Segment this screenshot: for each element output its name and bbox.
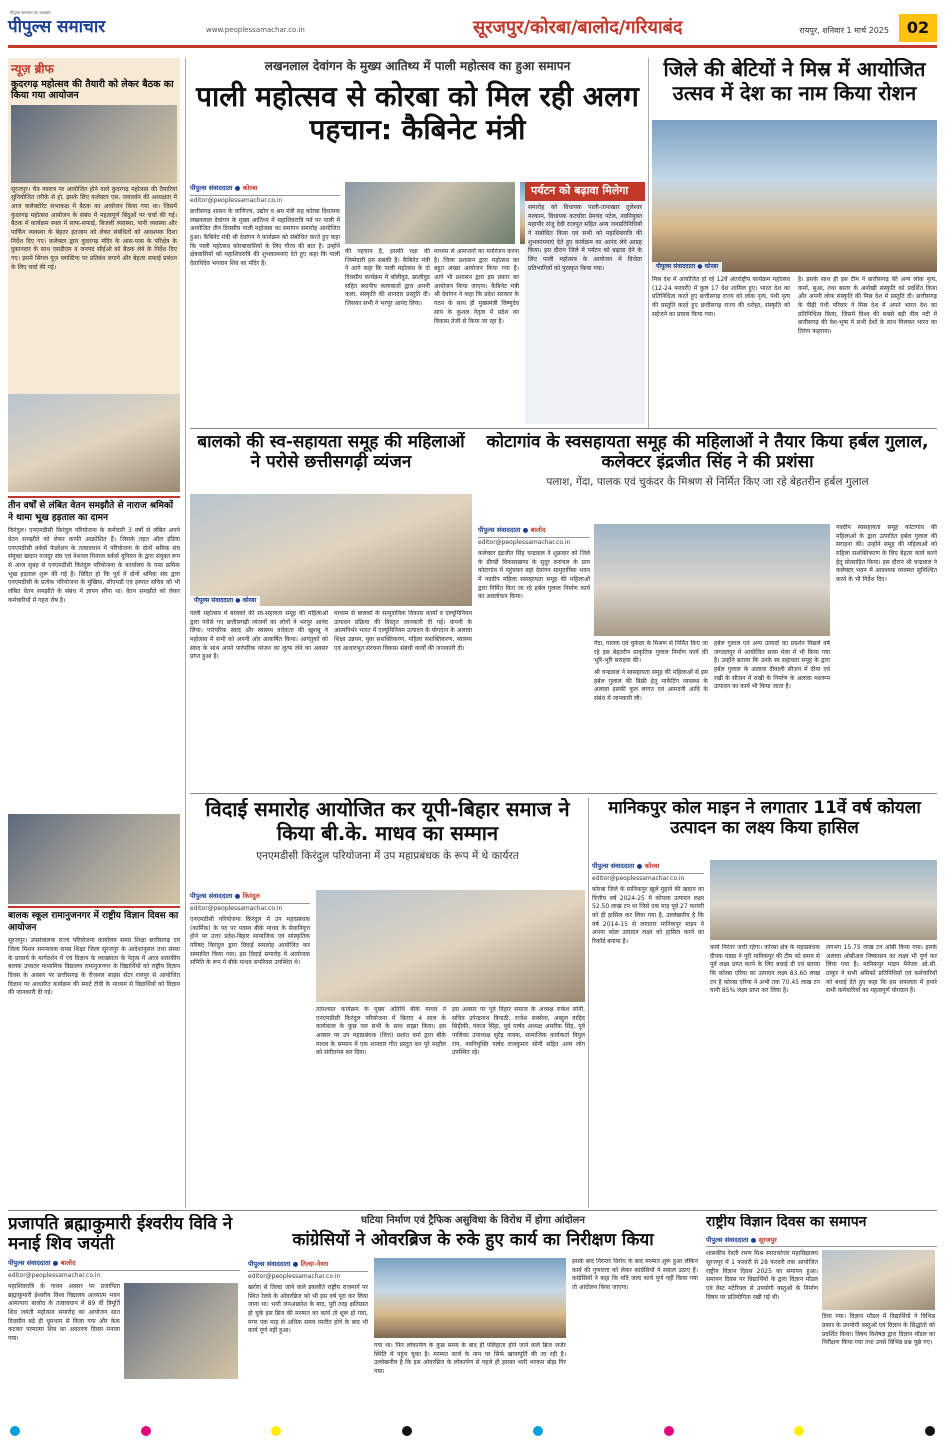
gulal-header [478, 432, 937, 522]
egypt-header [652, 58, 937, 118]
gulal-deck: पलाश, गेंदा, पालक एवं चुकंदर के मिश्रण से निर्मित किए जा रहे बेहतरीन हर्बल गुलाल [546, 476, 869, 489]
tourism-box [525, 182, 645, 424]
food-text-2: माध्यम से बालको के सामुदायिक विकास कार्यों व एल्यूमिनियम उत्पादन प्रक्रिया की विस्तृत जानकारी दी गई। कंपनी के आत्मनिर्भर भारत में एल्यूमिनियम उत्पादन के योगदान के अलावा शिक्षा उन्नयन, युवा सशक्तिकरण, महिला सशक्तिकरण, स्वास्थ्य एवं आधारभूत संरचना विकास संबंधी कार्यों की जानकारी दी। [334, 610, 472, 652]
overbridge-col-2 [374, 1342, 566, 1416]
gulal-byline: पीपुल्स संवाददाता ● बालोद [478, 524, 590, 538]
coal-text-2: कार्य निरंतर जारी रहेगा। कोरबा क्षेत्र के महाप्रबंधक दीपक पंड्या ने पूरी मानिकपुर की टीम को समय से पूर्व लक्ष्य प्राप्त करने के लिए बधाई दी एवं बताया कि कोरबा एरिया का उत्पादन लक्ष्य 83.60 लाख टन है कोरबा एरिया ने अभी तक 70.45 लाख टन यानी 85% लक्ष्य प्राप्त कर लिया है। [710, 944, 820, 995]
science-day-text-2: दिया गया। विज्ञान मॉडल में विद्यार्थियों ने विभिन्न प्रकार के उपयोगी वस्तुओं एवं विज्ञान के सिद्धांतों को प्रदर्शित किया। विषय विशेषज्ञ द्वारा विज्ञान मॉडल का निरीक्षण किया गया तथा उनसे विभिन्न प्रश्न पूछे गए। [822, 1313, 935, 1347]
egypt-photo [652, 120, 937, 272]
science-day-story [706, 1214, 937, 1416]
science-school-headline[interactable]: बालक स्कूल रामानुजनगर में राष्ट्रीय विज्ञान दिवस का आयोजन [8, 906, 180, 934]
gulal-col-3 [714, 640, 830, 788]
brahmakumari-story [8, 1214, 240, 1414]
farewell-text-2: तत्पश्चात कार्यक्रम के मुख्य अतिथि बीके माधव ने एनएमडीसी किरंदुल परियोजना में बिताए 4 साल के कार्यकाल के कुछ पल सभी के साथ साझा किया। इस अवसर पर उप महाप्रबंधक (वित्त) प्रशांत वर्मा द्वारा बीके माधव के सम्मान में एक शानदार गीत प्रस्तुत कर पूरे माहौल को संगीतमय कर दिया। [316, 1006, 446, 1057]
coal-headline[interactable]: मानिकपुर कोल माइन ने लगातार 11वें वर्ष कोयला उत्पादन का लक्ष्य किया हासिल [608, 798, 921, 839]
lead-email[interactable]: editor@peoplessamachar.co.in [190, 196, 283, 204]
overbridge-photo [374, 1258, 566, 1338]
cyan-swatch [10, 1426, 20, 1436]
farewell-headline[interactable]: विदाई समारोह आयोजित कर यूपी-बिहार समाज ने किया बी.के. माधव का सम्मान [205, 798, 570, 845]
coal-place: कोरबा [644, 862, 660, 870]
farewell-header [190, 798, 585, 888]
egypt-text-2: है। इसके साथ ही इस टीम ने छत्तीसगढ़ की अन्य लोक नृत्य, कर्मा, सुआ, तथा बस्तर के अनोखी संस्कृति को प्रदर्शित किया और अपनी लोक संस्कृति की मिस्र देश में प्रस्तुति दी। छत्तीसगढ़ के पीढ़ी पंथी परिवार ने मिस्र देश में अपने भारत देश का प्रतिनिधित्व किया, जिसमें विश्व की सबसे बड़ी नील नदी में छत्तीसगढ़ की वेश-भूषा में सभी देशों के साथ मिलकर भारत का तिरंगा फहराया। [798, 276, 937, 336]
gulal-photo [594, 524, 830, 636]
lead-text-3: माध्यम से आमजनों का मनोरंजन करना है। जिला प्रशासन द्वारा महोत्सव का बहुत अच्छा आयोजन किया गया है। आगे भी प्रशासन द्वारा इस प्रकार का आयोजन किया जाएगा। कैबिनेट मंत्री श्री देवांगन ने कहा कि प्रदेश सरकार के गठन के साथ ही मुख्यमंत्री विष्णुदेव साय के कुशल नेतृत्व में प्रदेश का विकास तेजी से किया जा रहा है। [434, 248, 519, 325]
overbridge-email[interactable]: editor@peoplessamachar.co.in [248, 1272, 341, 1280]
lead-byline: पीपुल्स संवाददाता ● कोरबा [190, 182, 340, 196]
brahmakumari-email[interactable]: editor@peoplessamachar.co.in [8, 1271, 101, 1279]
farewell-deck: एनएमडीसी किरंदुल परियोजना में उप महाप्रबंधक के रूप में थे कार्यरत [256, 850, 519, 863]
masthead [8, 10, 937, 48]
lead-photo-1 [345, 182, 515, 244]
overbridge-text-1: खरोरा से तिल्दा जाने वाले इकलौते राष्ट्रीय राजमार्ग पर स्थित रेलवे के ओवरब्रिज को भी इस वर्ष पूरा कर लिया जाना था। भारी जनआक्रोश के बाद, पूरी तरह क्षतिग्रस्त हो चुके इस ब्रिज की मरम्मत का कार्य तो शुरू हो गया, मगर एक माह से अधिक समय व्यतीत होने के बाद भी कार्य पूर्ण नहीं हुआ। [248, 1283, 368, 1335]
coal-byline: पीपुल्स संवाददाता ● कोरबा [592, 860, 704, 874]
gulal-col-2 [594, 640, 708, 788]
egypt-photo-credit: पीपुल्स संवाददाता ● कोरबा [652, 262, 722, 272]
lead-place: कोरबा [242, 184, 258, 192]
overbridge-text-3: इसके बाद निरन्तर विरोध के बाद मरम्मत शुरू हुआ लेकिन कार्य की गुणवत्ता को लेकर कांग्रेसियों ने सवाल उठाए हैं। कांग्रेसियों ने कहा कि यदि जल्द कार्य पूर्ण नहीं किया गया तो आंदोलन किया जाएगा। [572, 1258, 698, 1292]
lead-kicker: लखनलाल देवांगन के मुख्य आतिथ्य में पाली महोत्सव का हुआ समापन [264, 59, 571, 73]
food-byline: पीपुल्स संवाददाता [194, 596, 234, 604]
farewell-text-3: इस अवसर पर पूर्व विहार समाज के अध्यक्ष राकेश सोनी, सचिव उपेन्द्रनाथ त्रिपाठी, राजेश सक्सेना, अब्दुल वाहिद सिद्दीकी, पंकज सिंहा, पूर्व पार्षद अध्यक्ष अमरीक सिंह, पूर्व पालिका उपाध्यक्ष सुरेंद्र नायक, सामाजिक कार्यकर्ता विपुल राय, नवनियुक्ति पार्षद राजकुमार सोनी सहित अन्य लोग उपस्थित रहे। [452, 1006, 585, 1057]
gulal-col-4 [836, 524, 937, 788]
farewell-text-1: एनएमडीसी परियोजना किरंदुल में उप महाप्रबंधक (कार्मिक) के पद पर पदस्थ बीके माधव के सेवानिवृत्त होने पर उत्तर प्रदेश-बिहार सामाजिक एवं सांस्कृतिक परिषद किरंदुल द्वारा विदाई समारोह आयोजित कर सम्मानित किया गया। इस विदाई समारोह में आयोजक समिति के रूप में बीके माधव सपरिवार उपस्थित थे। [190, 915, 310, 967]
farewell-col-3 [452, 1006, 585, 1208]
farewell-byline: पीपुल्स संवाददाता ● किरंदुल [190, 890, 310, 904]
brahmakumari-byline: पीपुल्स संवाददाता ● बालोद [8, 1257, 240, 1271]
column-rule-left [185, 58, 186, 1208]
strike-story [8, 496, 180, 808]
science-school-body: सूरजपुर। उपसंचालक राज्य परियोजना कार्यालय समग्र शिक्षा छत्तीसगढ़ एवं जिला मिशन समन्वयक समग्र शिक्षा जिला सूरजपुर के आदेशानुसार तथा संस्था के प्राचार्य के मार्गदर्शन में एवं विज्ञान के व्याख्याता के नेतृत्व में आज शासकीय बालक उच्चतर माध्यमिक विद्यालय रामानुजनगर के विद्यार्थियों को राष्ट्रीय विज्ञान दिवस के अवसर पर छत्तीसगढ़ के रीजनल साइंस सेंटर रायपुर से आयोजित विज्ञान पर आधारित कार्यक्रम की स्मार्ट टीवी के माध्यम से विद्यार्थियों को विज्ञान की जानकारी दी गई। [8, 937, 180, 997]
dateline: रायपुर, शनिवार 1 मार्च 2025 [799, 26, 889, 35]
farewell-col-1 [190, 890, 310, 1208]
strike-photo [8, 394, 180, 492]
brahmakumari-photo [124, 1283, 238, 1379]
tourism-box-title: पर्यटन को बढ़ावा मिलेगा [525, 182, 645, 201]
brahmakumari-body: महाशिवरात्रि के पावन अवसर पर प्रजापिता ब्रह्माकुमारी ईश्वरीय विश्व विद्यालय आध्यात्म भवन आमापारा बालोद के तत्वावधान में 89 वीं त्रिमूर्ति शिव जयंती महोत्सव समारोह का आयोजन सात दिवसीय बड़े ही धूमधाम से किया गया और केक कटकर परमात्मा शिव का अवतरण दिवस मनाया गया। [8, 1282, 120, 1343]
strike-headline[interactable]: तीन वर्षों से लंबित वेतन समझौते से नाराज श्रमिकों ने थामा भूख हड़ताल का दामन [8, 496, 180, 524]
science-day-photo [822, 1250, 935, 1310]
egypt-col-1 [652, 276, 790, 426]
science-day-byline-name: पीपुल्स संवाददाता [706, 1235, 749, 1244]
overbridge-byline-name: पीपुल्स संवाददाता [248, 1260, 291, 1268]
egypt-col-2 [798, 276, 937, 426]
science-day-headline[interactable]: राष्ट्रीय विज्ञान दिवस का समापन [706, 1214, 867, 1230]
lead-col-1 [190, 182, 340, 422]
brahmakumari-headline[interactable]: प्रजापति ब्रह्माकुमारी ईश्वरीय विवि ने मनाई शिव जयंती [8, 1214, 233, 1255]
overbridge-place: तिल्दा-नेवरा [300, 1260, 329, 1268]
lead-byline-name: पीपुल्स संवाददाता [190, 184, 233, 192]
district-title: सूरजपुर/कोरबा/बालोद/गरियाबंद [473, 17, 683, 38]
coal-email[interactable]: editor@peoplessamachar.co.in [592, 874, 685, 882]
coal-text-1: कोरबा जिले के मानिकपुर खुले मुहाने की खदान का वित्तीय वर्ष 2024-25 में कोयला उत्पादन लक्ष्य 52.50 लाख टन था जिसे एक माह पूर्व 27 फरवरी को ही हासिल कर लिया गया है, उल्लेखनीय है कि वर्ष 2014-15 से लगातार मानिकपुर माइन ने अपना कोल उत्पादन लक्ष्य को हासिल करने का रिकॉर्ड बनाया है। [592, 885, 704, 945]
cyan-swatch-2 [533, 1426, 543, 1436]
gulal-place: बालोद [530, 526, 546, 534]
coal-col-2 [710, 944, 820, 1208]
overbridge-byline: पीपुल्स संवाददाता ● तिल्दा-नेवरा [248, 1258, 368, 1272]
magenta-swatch-2 [664, 1426, 674, 1436]
lead-col-3 [434, 248, 519, 423]
egypt-text-1: मिस्र देश में आयोजित हो रहे 12वें अंतर्राष्ट्रीय कार्यक्रम महोत्सव (12-24 फरवरी) में कुल 17 देश शामिल हुए। भारत देश का प्रतिनिधित्व करते हुए छत्तीसगढ़ राज्य को लोक नृत्य, पंथी नृत्य की प्रस्तुति करते हुए छत्तीसगढ़ राज्य की धरोहर, संस्कृति को सहेजने का प्रयास किया गया। [652, 276, 790, 318]
section-rule-1 [190, 428, 937, 429]
lead-header [190, 58, 645, 178]
farewell-place: किरंदुल [242, 892, 260, 900]
science-day-text-1: शासकीय रेवती रमण मिश्र स्नातकोत्तर महाविद्यालय सूरजपुर में 1 फरवरी से 28 फरवरी तक आयोजित राष्ट्रीय विज्ञान दिवस 2025 का समापन हुआ। समापन दिवस पर विद्यार्थियों के द्वारा विज्ञान मॉडल एवं वेस्ट मटेरियल से उपयोगी वस्तुओं के निर्माण विषय पर प्रतियोगिता रखी गई थी। [706, 1250, 818, 1301]
science-school-photo [8, 814, 180, 904]
page-number: 02 [899, 14, 937, 42]
logo-text: पीपुल्स समाचार [8, 17, 106, 37]
coal-header [592, 798, 937, 858]
gulal-byline-name: पीपुल्स संवाददाता [478, 526, 521, 534]
gulal-text-3: हर्बल गुलाल एवं अन्य उत्पादों का प्रदर्शन पिछले वर्ष जगदलपुर में आयोजित सरस मेला में भी किया गया है। उन्होंने बताया कि उनके स्व सहायता समूह के द्वारा हर्बल गुलाल के अलावा दीवाली सीजन में दीया एवं रखी के सीजन में राखी के निर्माण के अलावा मशरूम उत्पादन का कार्य भी किया जाता है। [714, 640, 830, 691]
overbridge-text-2: गया था। फिर लोकार्पण के कुछ समय के बाद ही पलिहाता होने जाने वाले ब्रिज जर्जर स्थिति में पहुंच चुका है। मरम्मत कार्य के नाम पर सिर्फ खानापूर्ति की जा रही है। उल्लेखनीय है कि इस ओवरब्रिज के लोकार्पण से पहले ही इसका भारी भरकम बोझ गिर गया। [374, 1342, 566, 1376]
farewell-email[interactable]: editor@peoplessamachar.co.in [190, 904, 283, 912]
food-place: कोरबा [242, 596, 257, 604]
food-col-2 [334, 610, 472, 785]
gulal-text-4: नवदीप स्वसहायता समूह कोटागांव की महिलाओं के द्वारा उत्पादित हर्बल गुलाल की सराहना की। उन्होंने समूह की महिलाओं को महिला सशक्तिकरण के लिए बेहतर कार्य करने हेतु प्रोत्साहित किया। इस दौरान श्री चन्द्रवाल ने कलेक्टर भवन में आवश्यक व्यवस्था सुनिश्चित करने के भी निर्देश दिए। [836, 524, 937, 584]
black-swatch-2 [925, 1426, 935, 1436]
overbridge-kicker: घटिया निर्माण एवं ट्रैफिक असुविधा के विरोध में होगा आंदोलन [361, 1215, 585, 1226]
egypt-headline[interactable]: जिले की बेटियों ने मिस्र में आयोजित उत्सव में देश का नाम किया रोशन [663, 58, 926, 105]
science-day-place: सूरजपुर [758, 1235, 777, 1244]
farewell-byline-name: पीपुल्स संवाददाता [190, 892, 233, 900]
farewell-col-2 [316, 1006, 446, 1208]
gulal-text-2: श्री चन्द्रवाल ने स्वसहायता समूह की महिलाओं से इस हर्बल गुलाल की बिक्री हेतु मार्केटिंग व्यवस्था के अलावा इसकी कुल लागत एवं आमदनी आदि के संबंध में जानकारी ली। [594, 669, 708, 703]
food-col-1 [190, 610, 328, 785]
overbridge-col-1 [248, 1258, 368, 1416]
brief-tag: न्यूज़ ब्रीफ [11, 62, 54, 76]
tourism-box-text: समारोह को विधायक पाली-तानाखार तुलेश्वर मरकाम, विधायक कटघोरा प्रेमचंद पटेल, नवनियुक्त महापौर संजू देवी राजपूत सहित अन्य जनप्रतिनिधियों ने संबोधित किया एवं सभी को महाशिवरात्रि की शुभकामनाएं देते हुए कार्यक्रम का आनंद लेने आग्रह किया। इस दौरान जिले में पर्यटन को बढ़ावा देने के लिए पाली महोत्सव के आयोजन में विजेता प्रतिभागियों को पुरस्कृत किया गया। [528, 203, 642, 272]
food-headline[interactable]: बालको की स्व-सहायता समूह की महिलाओं ने परोसे छत्तीसगढ़ी व्यंजन [197, 432, 465, 473]
farewell-photo [316, 890, 585, 1002]
lead-text-2: की पहचान है, इसकी रक्षा की जिम्मेदारी हम सबकी है। कैबिनेट मंत्री ने आगे कहा कि पाली महोत्सव के दो दिवसीय कार्यक्रम में बॉलीवुड, छालीवुड सहित स्थानीय कलाकारों द्वारा अपनी कला, संस्कृति की शानदार प्रस्तुति दी। जिसका सभी ने भरपूर आनंद लिया। [345, 248, 430, 308]
brief-body: सूरजपुर। चैत्र नवरात्र पर आयोजित होने वाले कुदरगढ़ महोत्सव की तैयारियां सुनियोजित तरीके से हो, इसके लिए कलेक्टर एस. जयवर्धन की अध्यक्षता में आज कलेक्टोरेट सभाकक्ष में बैठक का आयोजन किया गया था। जिसमें कुदरगढ़ महोत्सव आयोजन के संबंध में महत्वपूर्ण बिंदुओं पर चर्चा की गई। बैठक में कार्यक्रम स्थल में साफ-सफाई, बिजली व्यवस्था, पानी व्यवस्था और पार्किंग व्यवस्था के बेहतर इंतजाम को लेकर संबंधितों को आवश्यक दिशा निर्देश दिए गए। कलेक्टर द्वारा कुदरगढ़ मंदिर के आस-पास के परिक्षेत्र के दुकानदार के साथ एसडीएम व जनपद सीईओ को बैठक लेने के निर्देश दिए गए। इसमें सिंगल यूज़ प्लास्टिक पर प्रतिबंध लगाने और बेहतर सफाई प्रबंधन के लिए चर्चा की गई। [11, 185, 177, 271]
food-photo-credit: पीपुल्स संवाददाता ● कोरबा [190, 596, 260, 606]
lead-text-1: छत्तीसगढ़ शासन के वाणिज्य, उद्योग व श्रम मंत्री सह कोरबा विधायक लखनलाल देवांगन के मुख्य आतिथ्य में महाशिवरात्रि पर्व पर पाली में आयोजित तीन दिवसीय पाली महोत्सव का समापन समारोह आयोजित हुआ। कैबिनेट मंत्री श्री देवांगन ने कार्यक्रम को संबोधित करते हुए कहा कि पाली महोत्सव कोरबावासियों के लिए गौरव की बात है। उन्होंने क्षेत्रवासियों को महाशिवरात्रि की शुभकामनाएं देते हुए कहा कि पाली देवाधिदेव भगवान शिव का मंदिर है। [190, 207, 340, 267]
gulal-text-1: कलेक्टर इंद्रजीत सिंह चन्द्रवाल ने शुक्रवार को जिले के डौण्डी विकासखण्ड के सुदूर वनांचल के ग्राम कोटागांव में पहुंचकर वहां देवांगन सामुदायिक भवन में नवदीप महिला स्वसहायता समूह की महिलाओं द्वारा निर्मित किए जा रहे हर्बल गुलाल निर्माण कार्य का अवलोकन किया। [478, 549, 590, 601]
overbridge-col-3 [572, 1258, 698, 1416]
section-rule-3 [8, 1210, 937, 1211]
gulal-email[interactable]: editor@peoplessamachar.co.in [478, 538, 571, 546]
section-rule-2 [190, 793, 937, 794]
brief-headline[interactable]: कुदरगढ़ महोत्सव की तैयारी को लेकर बैठक का किया गया आयोजन [11, 79, 174, 102]
food-header [190, 432, 472, 492]
egypt-byline: पीपुल्स संवाददाता [656, 262, 696, 270]
column-rule-coal [588, 798, 589, 1208]
black-swatch [402, 1426, 412, 1436]
strike-body: किरंदुल। एनएमडीसी किरंदुल परियोजना के कर्मचारी 3 वर्षों से लंबित अपने वेतन समझौते को लेकर काफी आक्रोशित हैं। जिसके तहत ऑल इंडिया एनएमडीसी वर्कर्स फेडरेशन के तत्वावधान में परियोजना के दोनों श्रमिक संघ संयुक्त खदान मजदूर संघ एवं नेशनल मिनरल वर्कर्स यूनियन के द्वारा संयुक्त रूप से आज सुबह से एनएमडीसी किरंदुल परियोजना के कार्यालय के पास क्रमिक भूख हड़ताल शुरू की गई है। विदित हो कि पूर्व में दोनों श्रमिक संघ द्वारा एनएमडीसी के प्रत्येक परियोजना के मुखिया, सीएमडी एवं इस्पात सचिव को भी लंबित वेतन समझौते के संबंध में ज्ञापन सौंपा था। वेतन समझौते को लेकर कर्मचारियों में गहरा रोष है। [8, 527, 180, 604]
brahmakumari-byline-name: पीपुल्स संवाददाता [8, 1259, 51, 1268]
food-text-1: पाली महोत्सव में बालको की स्व-सहायता समूह की महिलाओं द्वारा परोसे गए छत्तीसगढ़ी व्यंजनों का लोगों ने भरपूर आनंद लिया। पारंपरिक स्वाद और स्वास्थ्य वर्धकता की खुशबू ने महोत्सव में सभी को अपनी ओर आकर्षित किया। आगंतुकों को स्वाद के साथ अपने पारंपरिक व्यंजन का लुत्फ लेने का अवसर प्राप्त हुआ है। [190, 610, 328, 661]
coal-byline-name: पीपुल्स संवाददाता [592, 862, 635, 870]
yellow-swatch [271, 1426, 281, 1436]
science-school-story [8, 906, 180, 1206]
coal-text-3: लगभग 15.75 लाख टन ओबी किया गया। इसके अलावा ओबीआर निष्कासन का लक्ष्य भी पूर्ण कर लिया गया है। मानिकपुर माइन मैनेजर ओ.सी. ठाकुर ने सभी श्रमिकों प्रतिनिधियों एवं कर्मचारियों को बधाई देते हुए कहा कि इस सफलता में हमारे सभी कर्मचारियों का महत्वपूर्ण योगदान है। [826, 944, 937, 995]
food-photo [190, 494, 472, 606]
coal-photo [710, 860, 937, 940]
gulal-headline[interactable]: कोटागांव के स्वसहायता समूह की महिलाओं ने तैयार किया हर्बल गुलाल, कलेक्टर इंद्रजीत सिंह ने की प्रशंसा [486, 432, 929, 473]
logo-tagline: पीपुल्स समाचार का अखबार [10, 10, 51, 15]
coal-col-3 [826, 944, 937, 1208]
magenta-swatch [141, 1426, 151, 1436]
gulal-photo-caption: गेंदा, पालक एवं चुकंदर के मिश्रण से निर्मित किए जा रहे इस बेहतरीन प्राकृतिक गुलाल निर्माण कार्य की भूरि-भूरि सराहना की। [594, 640, 708, 665]
coal-col-1 [592, 860, 704, 1208]
overbridge-header [248, 1214, 698, 1254]
science-day-byline: पीपुल्स संवाददाता ● सूरजपुर [706, 1234, 937, 1248]
egypt-place: कोरबा [704, 262, 719, 270]
website-url[interactable]: www.peoplessamachar.co.in [206, 26, 305, 34]
brahmakumari-place: बालोद [60, 1259, 76, 1268]
lead-col-2 [345, 248, 430, 423]
yellow-swatch-2 [794, 1426, 804, 1436]
column-rule-right [648, 58, 649, 428]
gulal-col-1 [478, 524, 590, 788]
lead-headline[interactable]: पाली महोत्सव से कोरबा को मिल रही अलग पहचान: कैबिनेट मंत्री [196, 80, 639, 147]
registration-strip [0, 1418, 945, 1445]
overbridge-headline[interactable]: कांग्रेसियों ने ओवरब्रिज के रुके हुए कार्य का निरीक्षण किया [292, 1229, 654, 1250]
brief-photo [11, 105, 177, 183]
logo[interactable] [8, 10, 106, 39]
